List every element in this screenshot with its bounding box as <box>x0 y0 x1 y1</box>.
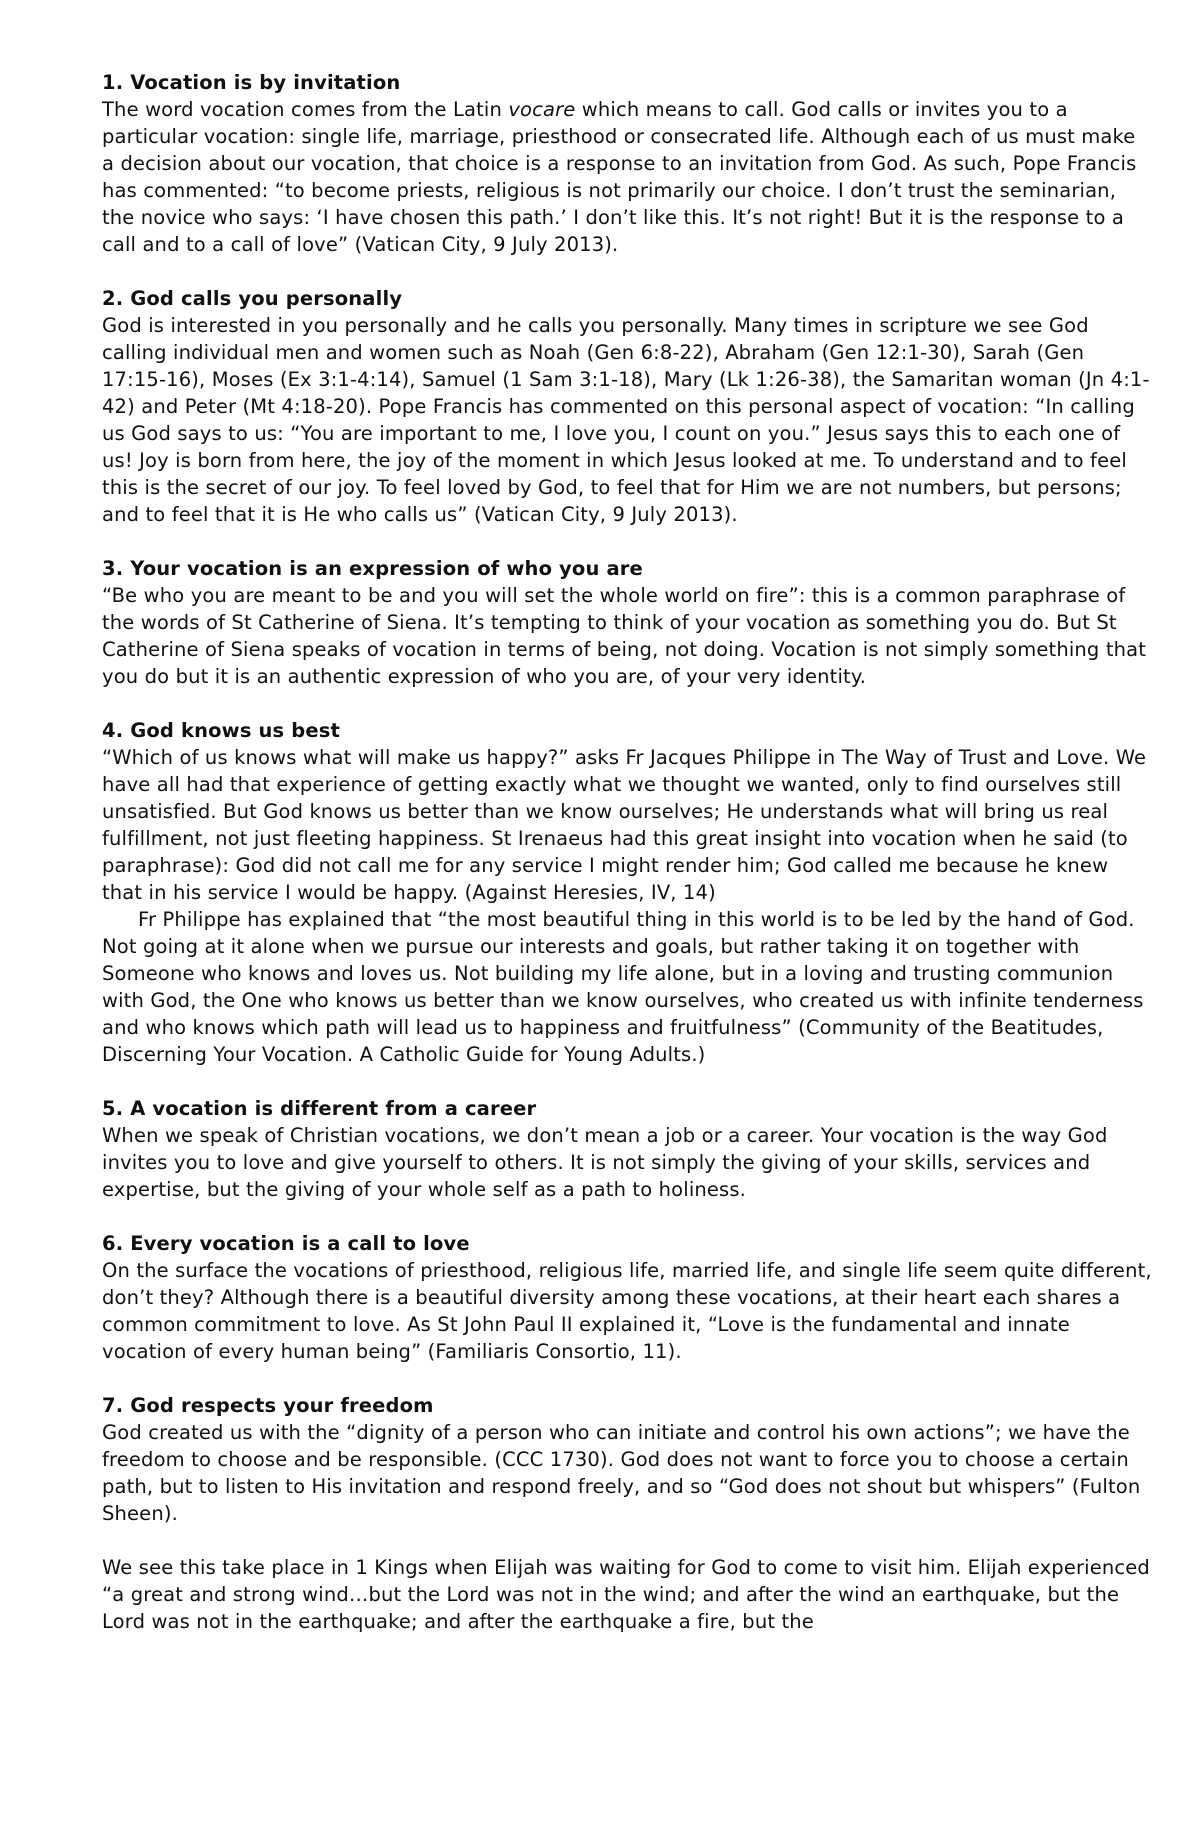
section-vocation-vs-career <box>102 1095 1152 1203</box>
section-heading: 3. Your vocation is an expression of who you are <box>102 557 643 580</box>
section-paragraph: When we speak of Christian vocations, we don’t mean a job or a career. Your vocation is the way God invites you to love and give yourself to others. It is not simply the giving of your skills, services and expertise, but the giving of your whole self as a path to holiness. <box>102 1124 1108 1201</box>
section-god-knows-us-best <box>102 717 1152 1068</box>
section-heading: 2. God calls you personally <box>102 287 403 310</box>
section-god-calls-personally <box>102 285 1152 528</box>
section-paragraph: “Be who you are meant to be and you will set the whole world on fire”: this is a common paraphrase of the words of St Catherine of Siena. It’s tempting to think of your vocation as something you do. But St Catherine of Siena speaks of vocation in terms of being, not doing. Vocation is not simply something that you do but it is an authentic expression of who you are, of your very identity. <box>102 584 1147 688</box>
section-paragraph: God created us with the “dignity of a person who can initiate and control his own actions”; we have the freedom to choose and be responsible. (CCC 1730). God does not want to force you to choose a certain path, but to listen to His invitation and respond freely, and so “God does not shout but whispers” (Fulton Sheen). <box>102 1421 1141 1525</box>
section-expression-of-who-you-are <box>102 555 1152 690</box>
paragraph-text: The word vocation comes from the Latin <box>102 98 509 121</box>
document-page <box>102 69 1152 1635</box>
section-heading: 1. Vocation is by invitation <box>102 71 401 94</box>
section-call-to-love <box>102 1230 1152 1365</box>
section-paragraph: On the surface the vocations of priesthood, religious life, married life, and single life seem quite different, don’t they? Although there is a beautiful diversity among these vocations, at their heart each shares a common commitment to love. As St John Paul II explained it, “Love is the fundamental and innate vocation of every human being” (Familiaris Consortio, 11). <box>102 1259 1152 1363</box>
paragraph-text: which means to call. God calls or invites you to a particular vocation: single life, marriage, priesthood or consecrated life. Although each of us must make a decision about our vocation, that choice is a response to an invitation from God. As such, Pope Francis has commented: “to become priests, religious is not primarily our choice. I don’t trust the seminarian, the novice who says: ‘I have chosen this path.’ I don’t like this. It’s not right! But it is the response to a call and to a call of love” (Vatican City, 9 July 2013). <box>102 98 1137 256</box>
latin-term: vocare <box>508 98 576 121</box>
section-heading: 6. Every vocation is a call to love <box>102 1232 470 1255</box>
section-paragraph: Fr Philippe has explained that “the most beautiful thing in this world is to be led by the hand of God. Not going at it alone when we pursue our interests and goals, but rather taking it on together with Someone who knows and loves us. Not building my life alone, but in a loving and trusting communion with God, the One who knows us better than we know ourselves, who created us with infinite tenderness and who knows which path will lead us to happiness and fruitfulness” (Community of the Beatitudes, Discerning Your Vocation. A Catholic Guide for Young Adults.) <box>102 908 1144 1066</box>
section-heading: 7. God respects your freedom <box>102 1394 434 1417</box>
section-paragraph: “Which of us knows what will make us happy?” asks Fr Jacques Philippe in The Way of Trust and Love. We have all had that experience of getting exactly what we thought we wanted, only to find ourselves still unsatisfied. But God knows us better than we know ourselves; He understands what will bring us real fulfillment, not just fleeting happiness. St Irenaeus had this great insight into vocation when he said (to paraphrase): God did not call me for any service I might render him; God called me because he knew that in his service I would be happy. (Against Heresies, IV, 14) <box>102 746 1147 904</box>
section-vocation-invitation <box>102 69 1152 258</box>
section-paragraph: God is interested in you personally and he calls you personally. Many times in scripture we see God calling individual men and women such as Noah (Gen 6:8-22), Abraham (Gen 12:1-30), Sarah (Gen 17:15-16), Moses (Ex 3:1-4:14), Samuel (1 Sam 3:1-18), Mary (Lk 1:26-38), the Samaritan woman (Jn 4:1-42) and Peter (Mt 4:18-20). Pope Francis has commented on this personal aspect of vocation: “In calling us God says to us: “You are important to me, I love you, I count on you.” Jesus says this to each one of us! Joy is born from here, the joy of the moment in which Jesus looked at me. To understand and to feel this is the secret of our joy. To feel loved by God, to feel that for Him we are not numbers, but persons; and to feel that it is He who calls us” (Vatican City, 9 July 2013). <box>102 314 1150 526</box>
section-heading: 4. God knows us best <box>102 719 340 742</box>
section-paragraph <box>102 96 1152 258</box>
section-heading: 5. A vocation is different from a career <box>102 1097 537 1120</box>
trailing-paragraph: We see this take place in 1 Kings when Elijah was waiting for God to come to visit him. Elijah experienced “a great and strong wind…but the Lord was not in the wind; and after the wind an earthquake, but the Lord was not in the earthquake; and after the earthquake a fire, but the <box>102 1556 1150 1633</box>
section-god-respects-freedom <box>102 1392 1152 1527</box>
